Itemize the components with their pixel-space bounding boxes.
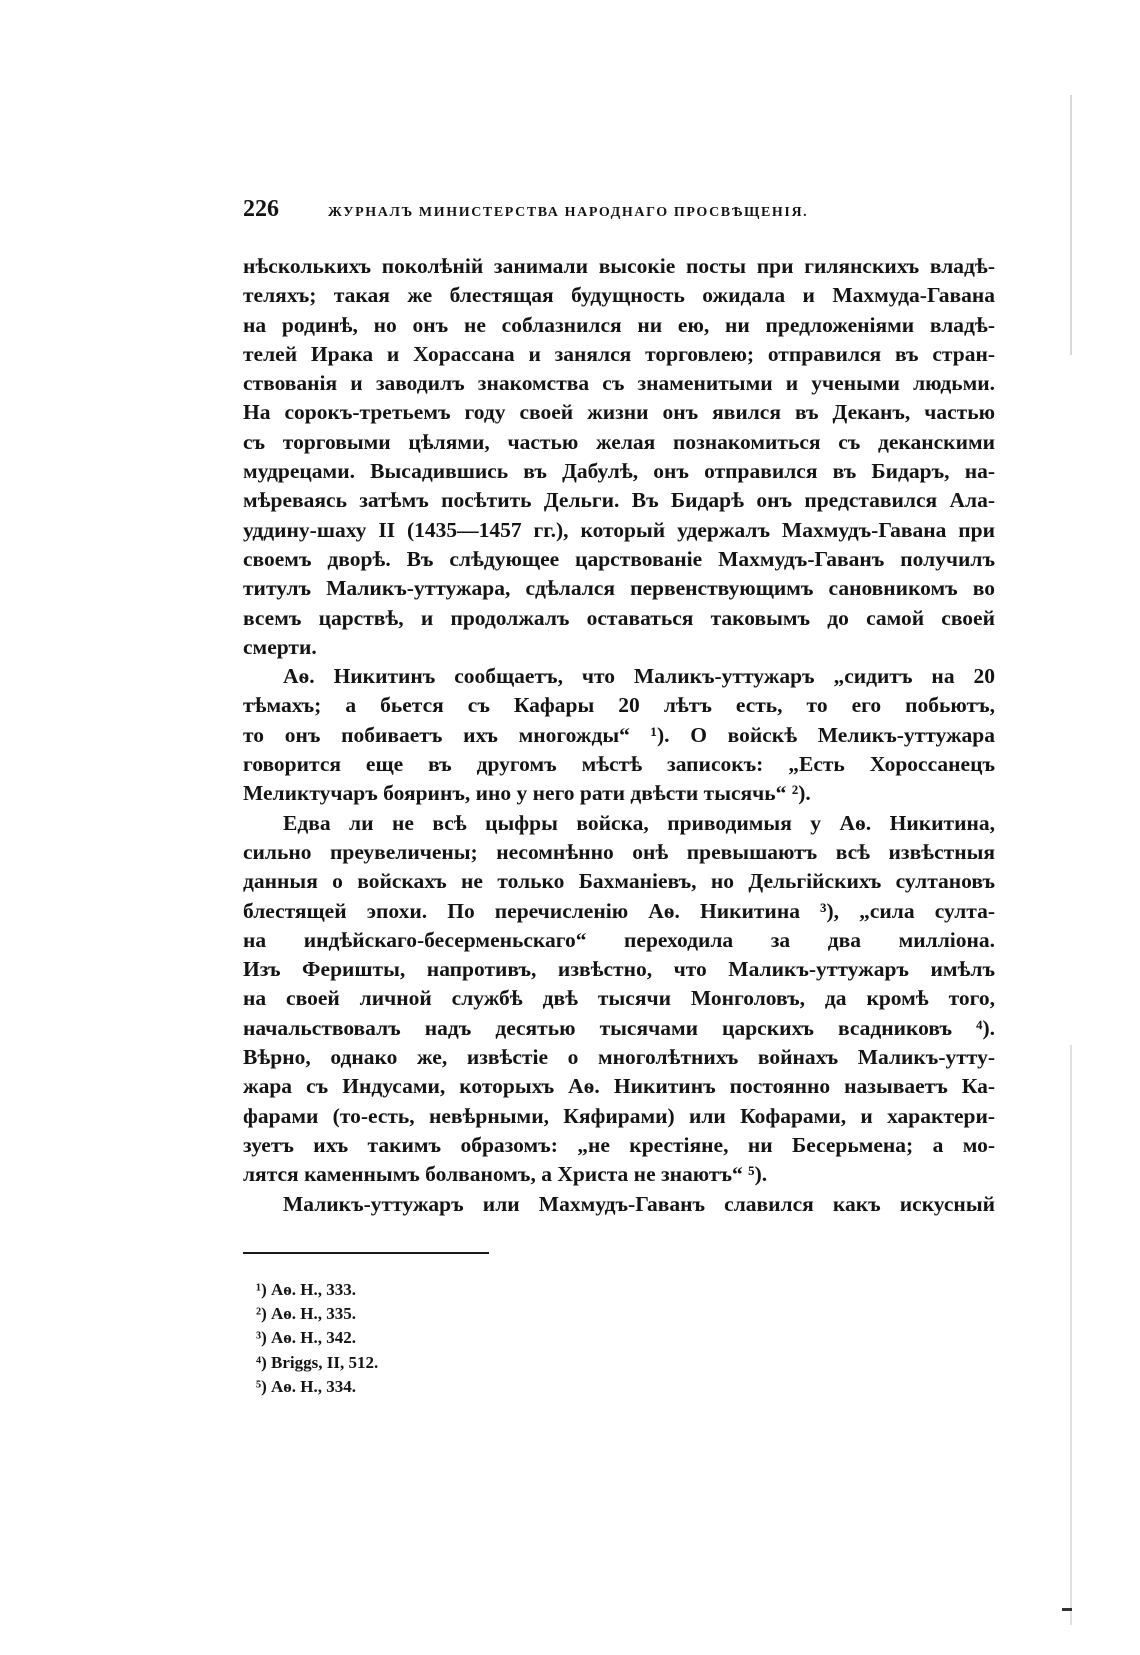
footnote: ⁴) Briggs, II, 512. bbox=[256, 1352, 379, 1372]
scan-edge-shadow-lower bbox=[1070, 1045, 1072, 1625]
text-line: начальствовалъ надъ десятью тысячами царскихъ всадниковъ ⁴). bbox=[243, 1015, 995, 1040]
text-line: мѣреваясь затѣмъ посѣтить Дельги. Въ Бидарѣ онъ представился Ала- bbox=[243, 488, 995, 513]
text-line: Меликтучаръ бояринъ, ино у него рати двѣсти тысячь“ ²). bbox=[243, 781, 811, 806]
text-line: На сорокъ-третьемъ году своей жизни онъ явился въ Деканъ, частью bbox=[243, 400, 995, 425]
text-line: данныя о войскахъ не только Бахманіевъ, но Дельгійскихъ султановъ bbox=[243, 869, 995, 894]
main-text bbox=[243, 252, 995, 1219]
running-head: ЖУРНАЛЪ МИНИСТЕРСТВА НАРОДНАГО ПРОСВѢЩЕНІЯ. bbox=[328, 205, 809, 220]
text-line: титулъ Маликъ-уттужара, сдѣлался первенствующимъ сановникомъ во bbox=[243, 576, 995, 601]
text-line: всемъ царствѣ, и продолжалъ оставаться таковымъ до самой своей bbox=[243, 605, 995, 630]
text-line: фарами (то-есть, невѣрными, Кяфирами) или Кофарами, и характери- bbox=[243, 1103, 995, 1128]
text-line: блестящей эпохи. По перечисленію Аѳ. Никитина ³), „сила султа- bbox=[243, 898, 995, 923]
scan-edge-shadow bbox=[1070, 95, 1072, 355]
page-number: 226 bbox=[243, 196, 279, 222]
text-line: теляхъ; такая же блестящая будущность ожидала и Махмуда-Гавана bbox=[243, 283, 995, 308]
text-line: тѣмахъ; а бьется съ Кафары 20 лѣтъ есть, то его побьютъ, bbox=[243, 693, 995, 718]
text-line: лятся каменнымъ болваномъ, а Христа не знаютъ“ ⁵). bbox=[243, 1162, 768, 1187]
footnote: ²) Аѳ. Н., 335. bbox=[256, 1304, 357, 1324]
footnote: ¹) Аѳ. Н., 333. bbox=[256, 1280, 357, 1299]
text-line: Маликъ-уттужаръ или Махмудъ-Гаванъ славился какъ искусный bbox=[283, 1191, 995, 1216]
text-line: то онъ побиваетъ ихъ многожды“ ¹). О войскѣ Меликъ-уттужара bbox=[243, 722, 995, 747]
text-line: Аѳ. Никитинъ сообщаетъ, что Маликъ-уттужаръ „сидитъ на 20 bbox=[283, 664, 995, 689]
text-line: говорится еще въ другомъ мѣстѣ записокъ: „Есть Хороссанецъ bbox=[243, 752, 995, 777]
page-header bbox=[243, 196, 1013, 232]
footnotes bbox=[256, 1278, 556, 1399]
text-line: сильно преувеличены; несомнѣнно онѣ превышаютъ всѣ извѣстныя bbox=[243, 839, 995, 864]
text-line: на родинѣ, но онъ не соблазнился ни ею, ни предложеніями владѣ- bbox=[243, 312, 995, 337]
scan-artifact-mark bbox=[1062, 1608, 1072, 1611]
text-line: своемъ дворѣ. Въ слѣдующее царствованіе Махмудъ-Гаванъ получилъ bbox=[243, 546, 995, 571]
footnote: ³) Аѳ. Н., 342. bbox=[256, 1328, 357, 1348]
text-line: смерти. bbox=[243, 634, 317, 659]
text-line: телей Ирака и Хорассана и занялся торговлею; отправился въ стран- bbox=[243, 341, 995, 366]
text-line: на индѣйскаго-бесерменьскаго“ переходила за два милліона. bbox=[243, 927, 995, 952]
text-line: жара съ Индусами, которыхъ Аѳ. Никитинъ постоянно называетъ Ка- bbox=[243, 1074, 995, 1099]
text-line: Изъ Феришты, напротивъ, извѣстно, что Маликъ-уттужаръ имѣлъ bbox=[243, 957, 995, 982]
text-line: ствованія и заводилъ знакомства съ знаменитыми и учеными людьми. bbox=[243, 371, 995, 396]
footnote: ⁵) Аѳ. Н., 334. bbox=[256, 1376, 357, 1396]
text-line: Вѣрно, однако же, извѣстіе о многолѣтнихъ войнахъ Маликъ-утту- bbox=[243, 1045, 995, 1070]
text-line: на своей личной службѣ двѣ тысячи Монголовъ, да кромѣ того, bbox=[243, 986, 995, 1011]
text-line: съ торговыми цѣлями, частью желая познакомиться съ деканскими bbox=[243, 429, 995, 454]
text-line: Едва ли не всѣ цыфры войска, приводимыя у Аѳ. Никитина, bbox=[283, 810, 995, 835]
text-line: зуетъ ихъ такимъ образомъ: „не крестіяне, ни Бесерьмена; а мо- bbox=[243, 1132, 995, 1157]
text-line: уддину-шаху II (1435—1457 гг.), который удержалъ Махмудъ-Гавана при bbox=[243, 517, 995, 542]
text-line: мудрецами. Высадившись въ Дабулѣ, онъ отправился въ Бидаръ, на- bbox=[243, 459, 995, 484]
footnote-divider bbox=[243, 1252, 489, 1254]
text-line: нѣсколькихъ поколѣній занимали высокіе посты при гилянскихъ владѣ- bbox=[243, 254, 995, 278]
